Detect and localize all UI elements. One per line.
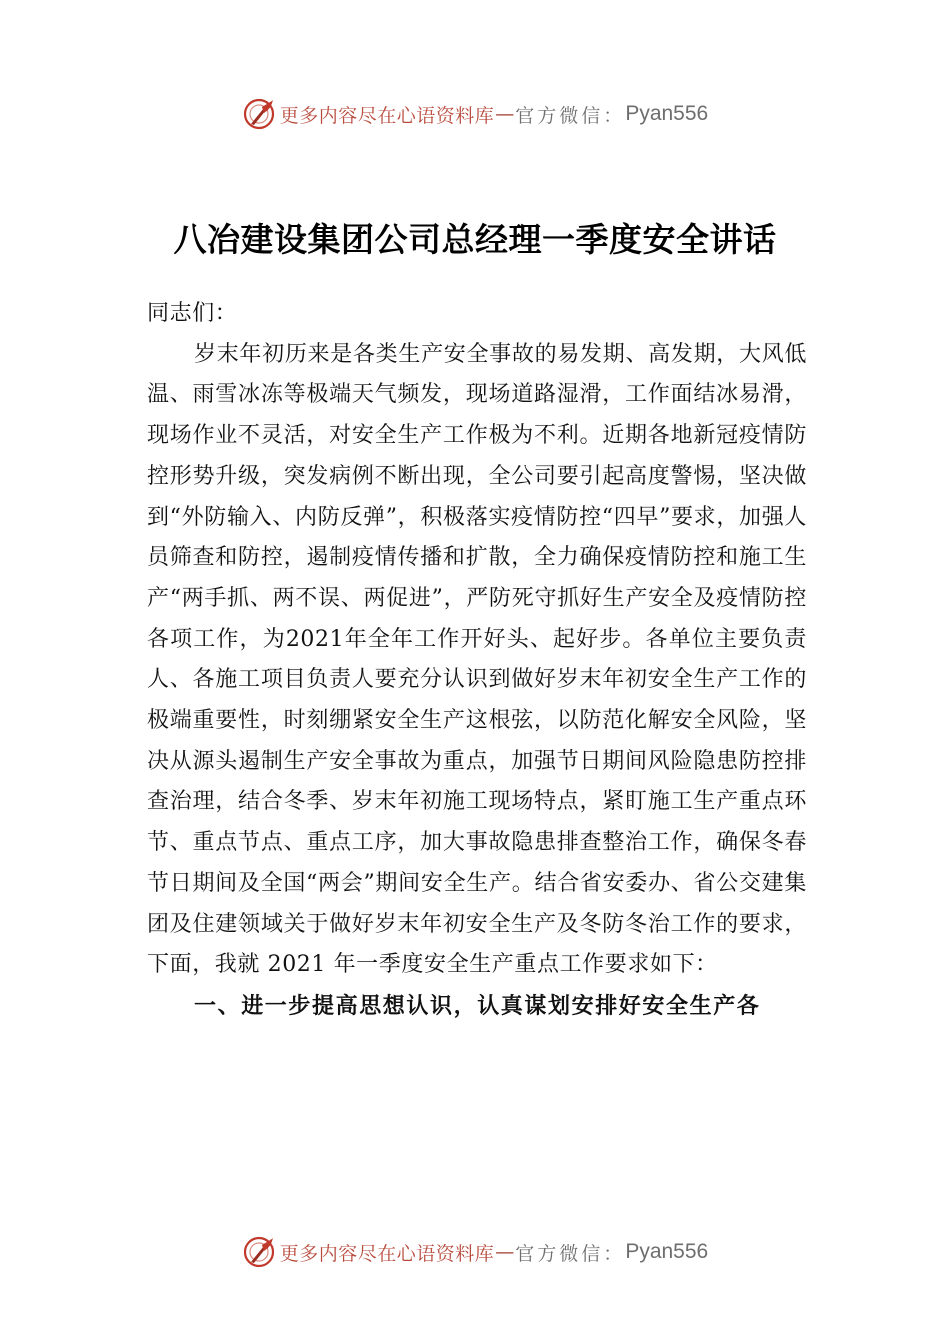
watermark-banner-top [0, 94, 950, 134]
watermark-wechat-id: Pyan556 [625, 102, 709, 125]
section-heading: 一、进一步提高思想认识，认真谋划安排好安全生产各 [194, 992, 761, 1019]
paragraph: 岁末年初历来是各类生产安全事故的易发期、高发期，大风低温、雨雪冰冻等极端天气频发，现场道路湿滑，工作面结冰易滑，现场作业不灵活，对安全生产工作极为不利。近期各地新冠疫情防控形势升级，突发病例不断出现，全公司要引起高度警惕，坚决做到“外防输入、内防反弹”，积极落实疫情防控“四早”要求，加强人员筛查和防控，遏制疫情传播和扩散，全力确保疫情防控和施工生产“两手抓、两不误、两促进”，严防死守抓好生产安全及疫情防控各项工作，为2021年全年工作开好头、起好步。各单位主要负责人、各施工项目负责人要充分认识到做好岁末年初安全生产工作的极端重要性，时刻绷紧安全生产这根弦，以防范化解安全风险，坚决从源头遏制生产安全事故为重点，加强节日期间风险隐患防控排查治理，结合冬季、岁末年初施工现场特点，紧盯施工生产重点环节、重点节点、重点工序，加大事故隐患排查整治工作，确保冬春节日期间及全国“两会”期间安全生产。结合省安委办、省公交建集团及住建领域关于做好岁末年初安全生产及冬防冬治工作的要求，下面，我就 2021 年一季度安全生产重点工作要求如下： [147, 341, 807, 978]
watermark-banner-bottom [0, 1232, 950, 1272]
quill-logo-icon [242, 97, 276, 131]
document-body [147, 294, 807, 1027]
watermark-dash: — [495, 1241, 515, 1263]
salutation: 同志们： [147, 301, 238, 326]
watermark-dash: — [495, 103, 515, 125]
watermark-wechat-id: Pyan556 [625, 1240, 709, 1263]
quill-logo-icon [242, 1235, 276, 1269]
watermark-wechat-label: 官方微信： [515, 104, 626, 127]
watermark-text: 更多内容尽在心语资料库 [279, 104, 495, 127]
watermark-wechat-label: 官方微信： [515, 1242, 626, 1265]
document-title: 八冶建设集团公司总经理一季度安全讲话 [173, 220, 777, 259]
watermark-text: 更多内容尽在心语资料库 [279, 1242, 495, 1265]
